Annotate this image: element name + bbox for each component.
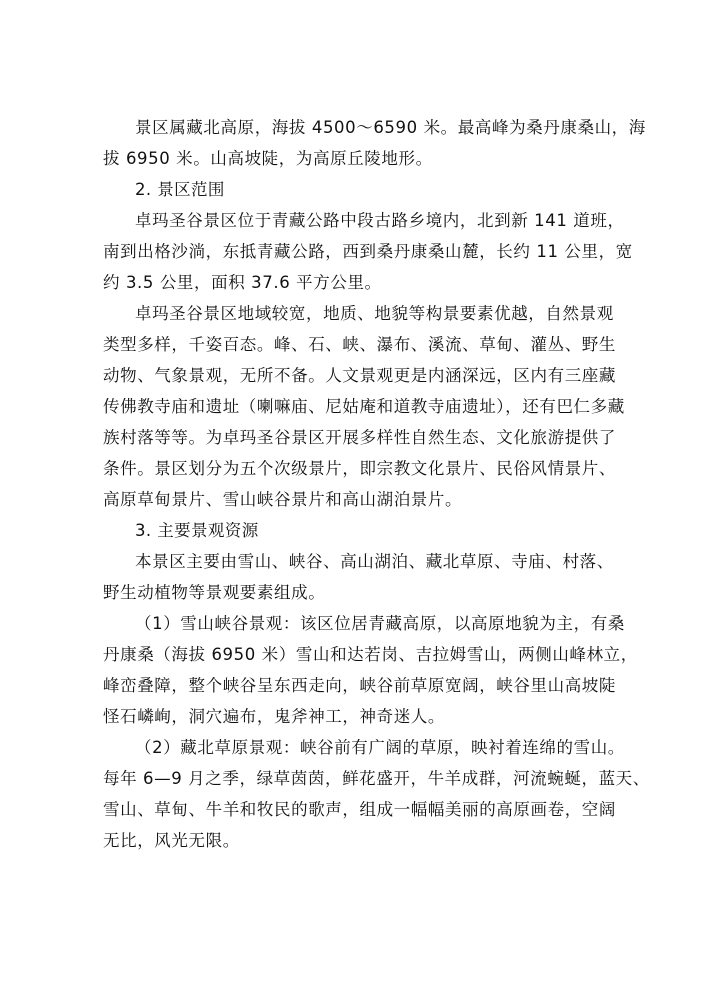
paragraph-line: 卓玛圣谷景区位于青藏公路中段古路乡境内，北到新 141 道班， [135,211,625,230]
paragraph-line: 每年 6—9 月之季，绿草茵茵，鲜花盛开，牛羊成群，河流蜿蜒，蓝天、 [103,769,650,788]
section-heading: 2. 景区范围 [135,180,225,199]
paragraph-line: 无比，风光无限。 [103,831,240,850]
paragraph-line: 雪山、草甸、牛羊和牧民的歌声，组成一幅幅美丽的高原画卷，空阔 [103,800,616,819]
paragraph-line: 族村落等等。为卓玛圣谷景区开展多样性自然生态、文化旅游提供了 [103,428,616,447]
paragraph-line: 野生动植物等景观要素组成。 [103,583,326,602]
section-heading: 3. 主要景观资源 [135,521,259,540]
paragraph-line: 景区属藏北高原，海拔 4500～6590 米。最高峰为桑丹康桑山，海 [135,118,646,137]
paragraph-line: 传佛教寺庙和遗址（喇嘛庙、尼姑庵和道教寺庙遗址），还有巴仁多藏 [103,397,625,416]
paragraph-line: 怪石嶙峋，洞穴遍布，鬼斧神工，神奇迷人。 [103,707,445,726]
paragraph-line: （1）雪山峡谷景观：该区位居青藏高原，以高原地貌为主，有桑 [135,614,625,633]
paragraph-line: 类型多样，千姿百态。峰、石、峡、瀑布、溪流、草甸、灌丛、野生 [103,335,616,354]
paragraph-line: （2）藏北草原景观：峡谷前有广阔的草原，映衬着连绵的雪山。 [135,738,625,757]
paragraph-line: 高原草甸景片、雪山峡谷景片和高山湖泊景片。 [103,490,463,509]
paragraph-line: 峰峦叠障，整个峡谷呈东西走向，峡谷前草原宽阔，峡谷里山高坡陡 [103,676,616,695]
paragraph-line: 拔 6950 米。山高坡陡，为高原丘陵地形。 [103,149,433,168]
paragraph-line: 丹康桑（海拔 6950 米）雪山和达若岗、吉拉姆雪山，两侧山峰林立， [103,645,638,664]
paragraph-line: 动物、气象景观，无所不备。人文景观更是内涵深远，区内有三座藏 [103,366,616,385]
paragraph-line: 条件。景区划分为五个次级景片，即宗教文化景片、民俗风情景片、 [103,459,616,478]
paragraph-line: 本景区主要由雪山、峡谷、高山湖泊、藏北草原、寺庙、村落、 [135,552,614,571]
paragraph-line: 南到出格沙淌，东抵青藏公路，西到桑丹康桑山麓，长约 11 公里，宽 [103,242,633,261]
paragraph-line: 约 3.5 公里，面积 37.6 平方公里。 [103,273,382,292]
paragraph-line: 卓玛圣谷景区地域较宽，地质、地貌等构景要素优越，自然景观 [135,304,614,323]
